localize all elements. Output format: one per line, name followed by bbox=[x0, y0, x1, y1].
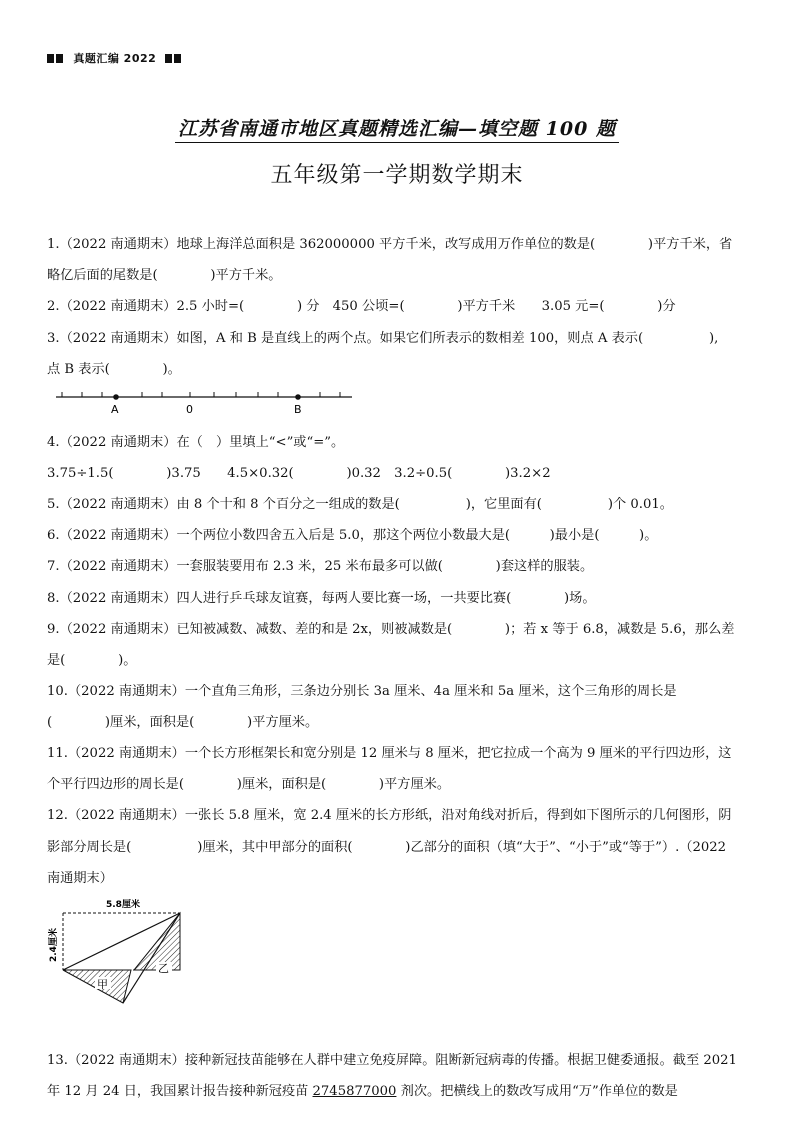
question-line: 11.（2022 南通期末）一个长方形框架长和宽分别是 12 厘米与 8 厘米，把它拉成一个高为 9 厘米的平行四边形，这 bbox=[47, 746, 732, 761]
question-line: 2.（2022 南通期末）2.5 小时=( ) 分 450 公顷=( )平方千米 3.05 元=( )分 bbox=[47, 299, 676, 314]
label-jia: 甲 bbox=[97, 978, 108, 991]
header-text: 真题汇编 2022 bbox=[73, 52, 157, 65]
label-b: B bbox=[294, 403, 302, 416]
question-line: ( )厘米，面积是( )平方厘米。 bbox=[47, 715, 319, 730]
page-header bbox=[47, 50, 183, 66]
point-a bbox=[113, 394, 119, 400]
sub-title: 五年级第一学期数学期末 bbox=[270, 163, 524, 188]
question-line: 略亿后面的尾数是( )平方千米。 bbox=[47, 268, 282, 283]
label-zero: 0 bbox=[186, 403, 193, 416]
question-line: 个平行四边形的周长是( )厘米，面积是( )平方厘米。 bbox=[47, 777, 451, 792]
question-line: 10.（2022 南通期末）一个直角三角形，三条边分别长 3a 厘米、4a 厘米和 5a 厘米，这个三角形的周长是 bbox=[47, 684, 677, 699]
question-line: 1.（2022 南通期末）地球上海洋总面积是 362000000 平方千米，改写成用万作单位的数是( )平方千米，省 bbox=[47, 237, 733, 252]
question-line: 5.（2022 南通期末）由 8 个十和 8 个百分之一组成的数是( )，它里面有( )个 0.01。 bbox=[47, 497, 673, 512]
question-line: 年 12 月 24 日，我国累计报告接种新冠疫苗 2745877000 剂次。把横线上的数改写成用“万”作单位的数是 bbox=[47, 1084, 678, 1099]
question-line: 9.（2022 南通期末）已知被减数、减数、差的和是 2x，则被减数是( )；若 x 等于 6.8，减数是 5.6，那么差 bbox=[47, 622, 735, 637]
question-line: 点 B 表示( )。 bbox=[47, 362, 181, 377]
label-yi: 乙 bbox=[158, 962, 169, 975]
folded-rectangle-figure bbox=[44, 896, 194, 1008]
length-label: 5.8厘米 bbox=[106, 900, 140, 910]
region-yi bbox=[134, 913, 180, 970]
question-line: 13.（2022 南通期末）接种新冠技苗能够在人群中建立免疫屏障。阻断新冠病毒的传播。根据卫健委通报。截至 2021 bbox=[47, 1053, 737, 1068]
main-title: 江苏省南通市地区真题精选汇编—填空题 100 题 bbox=[0, 114, 794, 141]
question-line: 4.（2022 南通期末）在（ ）里填上“<”或“=”。 bbox=[47, 435, 345, 450]
width-label: 2.4厘米 bbox=[49, 928, 59, 962]
question-line: 3.（2022 南通期末）如图，A 和 B 是直线上的两个点。如果它们所表示的数相差 100，则点 A 表示( ), bbox=[47, 331, 719, 346]
question-line: 6.（2022 南通期末）一个两位小数四舍五入后是 5.0，那这个两位小数最大是( )最小是( )。 bbox=[47, 528, 658, 543]
question-line: 12.（2022 南通期末）一张长 5.8 厘米，宽 2.4 厘米的长方形纸，沿对角线对折后，得到如下图所示的几何图形，阴 bbox=[47, 808, 732, 823]
question-line: 3.75÷1.5( )3.75 4.5×0.32( )0.32 3.2÷0.5( )3.2×2 bbox=[47, 466, 551, 481]
question-line: 8.（2022 南通期末）四人进行乒乓球友谊赛，每两人要比赛一场，一共要比赛( )场。 bbox=[47, 591, 596, 606]
underlined-number: 2745877000 bbox=[312, 1084, 397, 1099]
question-line: 是( )。 bbox=[47, 653, 137, 668]
question-line: 7.（2022 南通期末）一套服装要用布 2.3 米，25 米布最多可以做( )套这样的服装。 bbox=[47, 559, 594, 574]
question-line: 影部分周长是( )厘米，其中甲部分的面积( )乙部分的面积（填“大于”、“小于”或“等于”）.（2022 bbox=[47, 840, 727, 855]
label-a: A bbox=[111, 403, 119, 416]
question-line: 南通期末） bbox=[47, 871, 113, 886]
number-line-figure bbox=[56, 388, 356, 420]
point-b bbox=[295, 394, 301, 400]
